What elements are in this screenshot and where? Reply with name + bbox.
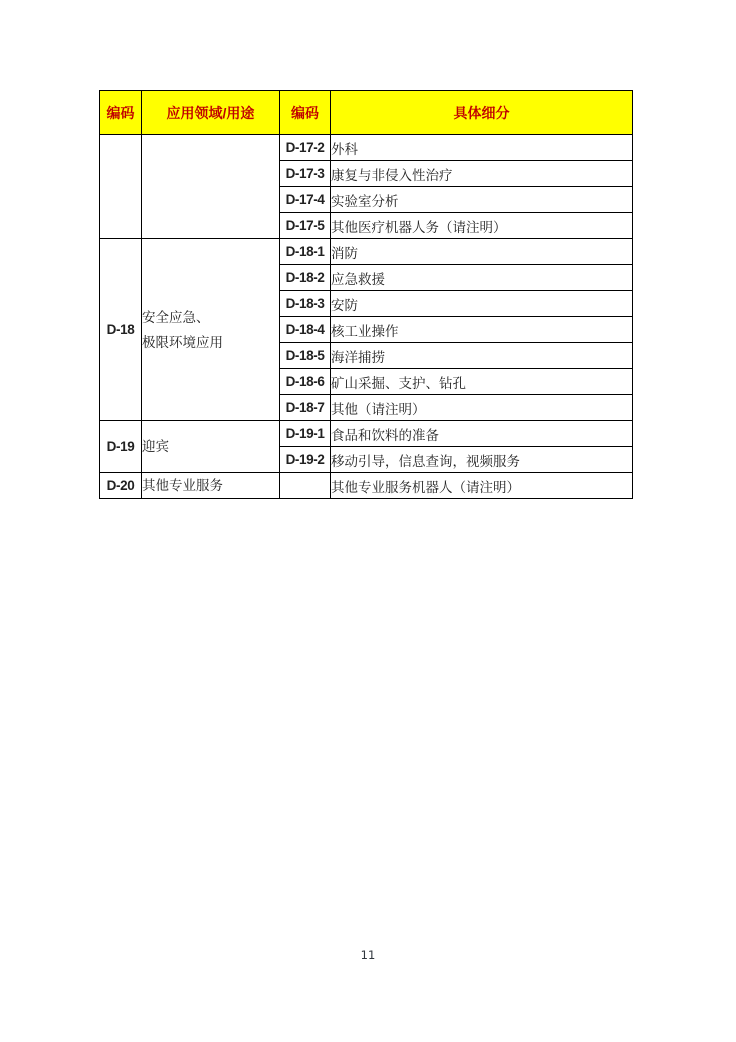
cell-sub-code: D-17-5: [280, 213, 331, 239]
cell-sub-code: D-18-1: [280, 239, 331, 265]
cell-sub-code: D-18-5: [280, 343, 331, 369]
table-row: [100, 473, 633, 499]
cell-detail: 实验室分析: [331, 187, 633, 213]
cell-sub-code: D-17-4: [280, 187, 331, 213]
table-row: [100, 239, 633, 265]
cell-sub-code: D-19-1: [280, 421, 331, 447]
cell-group-code-d17: [100, 135, 142, 239]
domain-line-1: 安全应急、: [142, 309, 210, 325]
cell-group-domain-d18: [142, 239, 280, 421]
cell-group-code-d18: D-18: [100, 239, 142, 421]
domain-line-1: 迎宾: [142, 439, 169, 454]
cell-group-domain-d17: [142, 135, 280, 239]
cell-detail: 食品和饮料的准备: [331, 421, 633, 447]
cell-sub-code: D-18-2: [280, 265, 331, 291]
cell-group-domain-d20: [142, 473, 280, 499]
cell-detail: 其他（请注明）: [331, 395, 633, 421]
cell-detail: 康复与非侵入性治疗: [331, 161, 633, 187]
cell-detail: 消防: [331, 239, 633, 265]
cell-sub-code: D-17-3: [280, 161, 331, 187]
cell-group-code-d19: D-19: [100, 421, 142, 473]
cell-group-code-d20: D-20: [100, 473, 142, 499]
cell-detail: 安防: [331, 291, 633, 317]
cell-sub-code-empty: [280, 473, 331, 499]
table-header-row: [100, 91, 633, 135]
cell-detail: 应急救援: [331, 265, 633, 291]
column-header-code-1: 编码: [100, 91, 142, 135]
cell-sub-code: D-18-4: [280, 317, 331, 343]
cell-sub-code: D-17-2: [280, 135, 331, 161]
cell-sub-code: D-18-7: [280, 395, 331, 421]
cell-detail: 移动引导，信息查询，视频服务: [331, 447, 633, 473]
cell-detail: 其他医疗机器人务（请注明）: [331, 213, 633, 239]
column-header-domain: 应用领域/用途: [142, 91, 280, 135]
column-header-detail: 具体细分: [331, 91, 633, 135]
cell-sub-code: D-19-2: [280, 447, 331, 473]
robot-application-table: [99, 90, 633, 499]
table-row: [100, 421, 633, 447]
table-row: [100, 135, 633, 161]
cell-detail: 矿山采掘、支护、钻孔: [331, 369, 633, 395]
cell-group-domain-d19: [142, 421, 280, 473]
cell-detail: 海洋捕捞: [331, 343, 633, 369]
domain-line-1: 其他专业服务: [142, 478, 223, 493]
cell-sub-code: D-18-3: [280, 291, 331, 317]
page-number: 11: [360, 948, 376, 962]
column-header-code-2: 编码: [280, 91, 331, 135]
domain-line-2: 极限环境应用: [142, 334, 223, 350]
cell-sub-code: D-18-6: [280, 369, 331, 395]
cell-detail: 其他专业服务机器人（请注明）: [331, 473, 633, 499]
cell-detail: 核工业操作: [331, 317, 633, 343]
cell-detail: 外科: [331, 135, 633, 161]
